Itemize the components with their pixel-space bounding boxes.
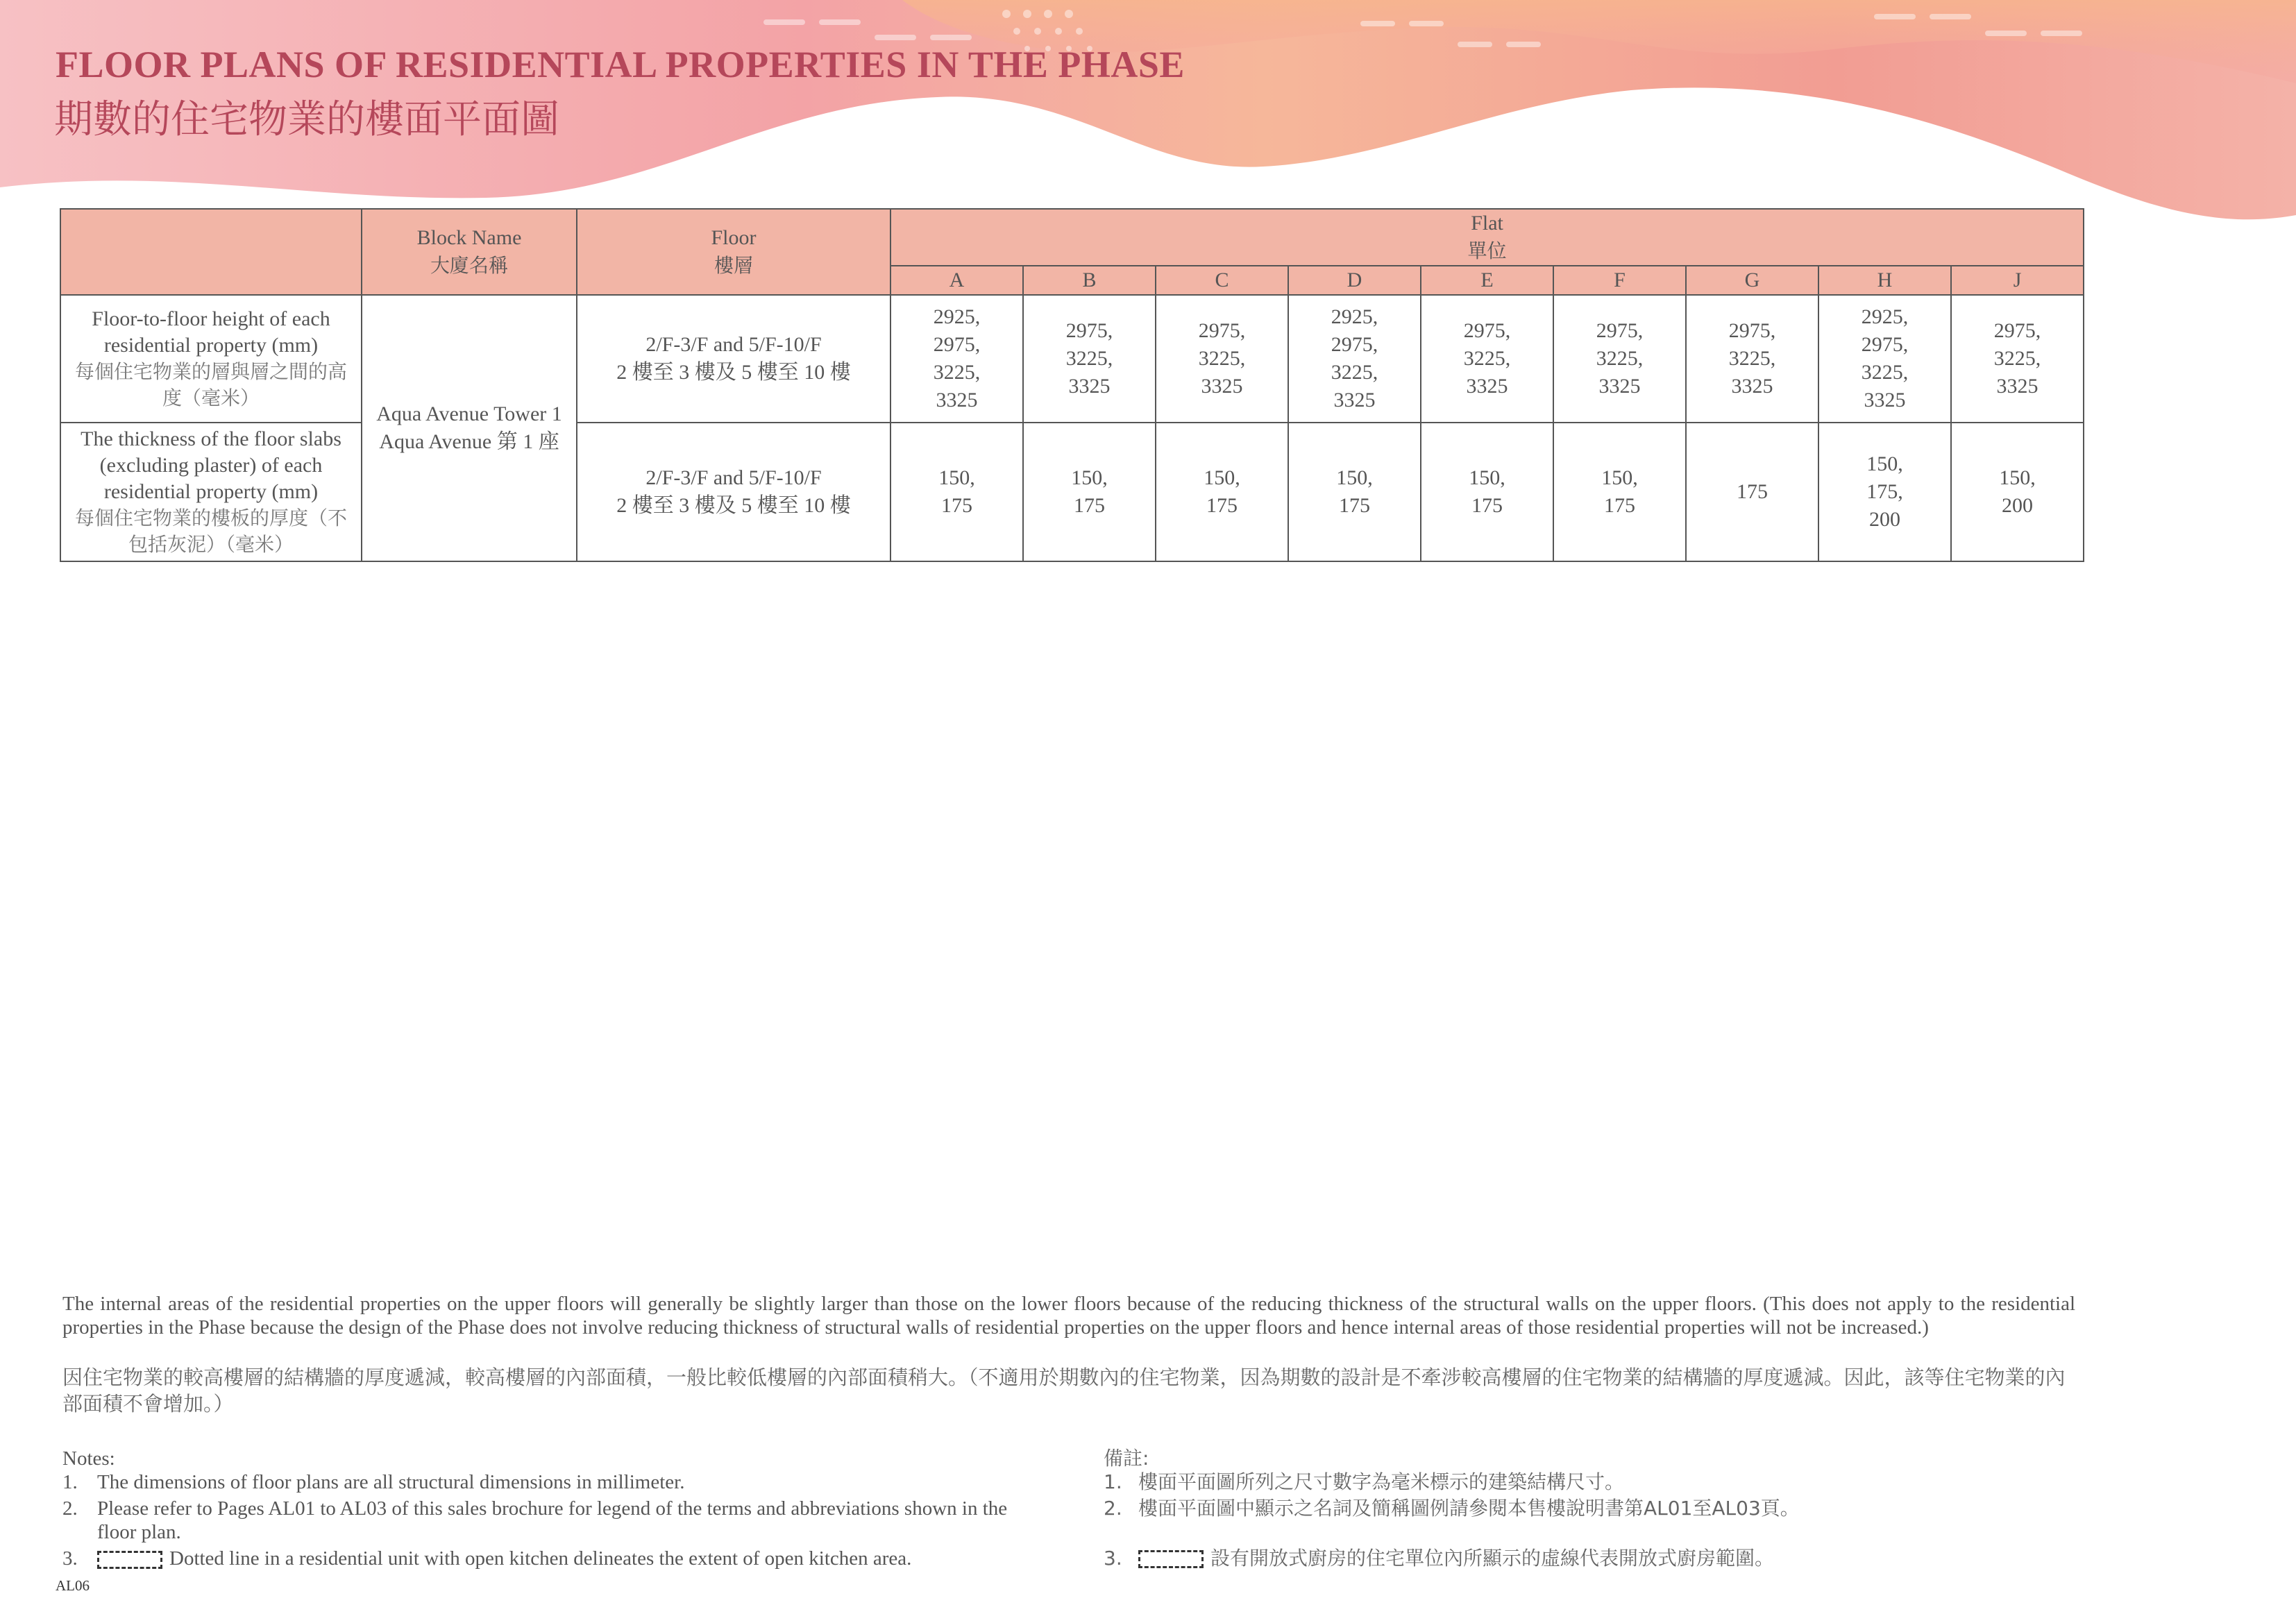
- value-cell: [1553, 295, 1686, 423]
- value-line: 2975,: [1728, 319, 1776, 342]
- value-line: 2925,: [1861, 305, 1909, 328]
- dotted-line-legend-icon: [97, 1551, 162, 1569]
- row-label-zh: 每個住宅物業的層與層之間的高度（毫米）: [74, 360, 347, 409]
- note-number: 2.: [1104, 1497, 1122, 1520]
- header-flat: [890, 209, 2084, 266]
- value-line: 2975,: [1198, 319, 1246, 342]
- block-name-zh: Aqua Avenue 第 1 座: [379, 430, 559, 453]
- notes-zh: [1104, 1447, 2089, 1570]
- note-number: 3.: [1104, 1547, 1122, 1570]
- value-cell: [1288, 423, 1421, 561]
- value-cell: [1553, 423, 1686, 561]
- header-floor-en: Floor: [711, 226, 757, 249]
- note-item: [1104, 1470, 2089, 1494]
- flat-col-header: A: [890, 266, 1023, 295]
- value-line: 3325: [1731, 375, 1773, 398]
- row-label-zh: 每個住宅物業的樓板的厚度（不包括灰泥）（毫米）: [74, 507, 347, 556]
- value-line: 3325: [936, 389, 978, 411]
- value-line: 2925,: [933, 305, 981, 328]
- value-line: 175: [1737, 480, 1768, 503]
- value-line: 3225,: [1728, 347, 1776, 370]
- value-line: 175: [1604, 494, 1635, 517]
- value-line: 150,: [1601, 466, 1638, 489]
- value-line: 2925,: [1331, 305, 1378, 328]
- value-line: 175,: [1866, 480, 1903, 503]
- value-line: 175: [1074, 494, 1105, 517]
- value-line: 3325: [1466, 375, 1508, 398]
- value-line: 150,: [1999, 466, 2036, 489]
- note-item: [62, 1470, 1048, 1494]
- value-cell: [1951, 423, 2084, 561]
- value-line: 150,: [1336, 466, 1373, 489]
- value-cell: [1818, 295, 1951, 423]
- value-cell: [1023, 295, 1156, 423]
- flat-col-header: F: [1553, 266, 1686, 295]
- value-line: 3325: [1068, 375, 1111, 398]
- note-item: [62, 1547, 1048, 1570]
- note-text: 設有開放式廚房的住宅單位內所顯示的虛線代表開放式廚房範圍。: [1210, 1547, 1775, 1570]
- value-line: 3325: [1996, 375, 2038, 398]
- value-line: 175: [1206, 494, 1238, 517]
- value-line: 3325: [1864, 389, 1906, 411]
- value-line: 2975,: [1065, 319, 1113, 342]
- flat-col-header: H: [1818, 266, 1951, 295]
- note-text: The dimensions of floor plans are all structural dimensions in millimeter.: [97, 1471, 685, 1493]
- value-cell: [1023, 423, 1156, 561]
- value-line: 3225,: [1331, 361, 1378, 384]
- notes-heading-zh: 備註:: [1104, 1447, 1149, 1470]
- value-cell: [890, 295, 1023, 423]
- flat-col-header: G: [1686, 266, 1818, 295]
- value-line: 2975,: [1596, 319, 1644, 342]
- flat-col-header: D: [1288, 266, 1421, 295]
- value-line: 150,: [1469, 466, 1505, 489]
- note-number: 1.: [62, 1471, 78, 1493]
- row-label-height: [60, 295, 362, 423]
- value-line: 175: [1339, 494, 1370, 517]
- floor-zh: 2 樓至 3 樓及 5 樓至 10 樓: [616, 361, 851, 384]
- value-cell: [1156, 295, 1288, 423]
- note-text: 樓面平面圖所列之尺寸數字為毫米標示的建築結構尺寸。: [1138, 1470, 1625, 1493]
- value-line: 3225,: [1993, 347, 2041, 370]
- header-floor: [577, 209, 890, 295]
- value-line: 3325: [1333, 389, 1376, 411]
- internal-area-note-zh: 因住宅物業的較高樓層的結構牆的厚度遞減，較高樓層的內部面積，一般比較低樓層的內部面積稍大。（不適用於期數內的住宅物業，因為期數的設計是不牽涉較高樓層的住宅物業的結構牆的厚度遞減。因此，該等住宅物業的內部面積不會增加。）: [62, 1366, 2066, 1416]
- value-line: 3325: [1598, 375, 1641, 398]
- value-line: 2975,: [1993, 319, 2041, 342]
- value-cell: [1156, 423, 1288, 561]
- internal-area-note-en: The internal areas of the residential properties on the upper floors will generally be slightly larger than those on the lower floors because of the reducing thickness of the structural walls on the upper floors. (This does not apply to the residential properties in the Phase because the design of the Phase does not involve reducing thickness of structural walls of residential properties on the upper floors and hence internal areas of those residential properties will not be increased.): [62, 1293, 2075, 1339]
- note-text: Please refer to Pages AL01 to AL03 of this sales brochure for legend of the terms and abbreviations shown in the floor plan.: [97, 1497, 1008, 1543]
- floor-cell: [577, 423, 890, 561]
- value-line: 175: [1471, 494, 1503, 517]
- value-cell: [1686, 295, 1818, 423]
- flat-col-header: B: [1023, 266, 1156, 295]
- page-title-en: FLOOR PLANS OF RESIDENTIAL PROPERTIES IN THE PHASE: [56, 44, 1185, 85]
- value-line: 3225,: [1596, 347, 1644, 370]
- header-floor-zh: 樓層: [714, 254, 753, 277]
- value-line: 2975,: [933, 333, 981, 356]
- row-label-en: The thickness of the floor slabs (excluding plaster) of each residential property (mm): [81, 427, 341, 503]
- flat-col-header: J: [1951, 266, 2084, 295]
- note-number: 1.: [1104, 1470, 1122, 1493]
- block-name-cell: [362, 295, 577, 561]
- value-cell: [1686, 423, 1818, 561]
- block-name-en: Aqua Avenue Tower 1: [376, 402, 562, 425]
- note-item: [1104, 1497, 2089, 1520]
- page-number: AL06: [56, 1577, 90, 1594]
- value-cell: [1421, 295, 1553, 423]
- note-number: 3.: [62, 1547, 78, 1570]
- value-line: 150,: [1071, 466, 1108, 489]
- value-line: 200: [1869, 508, 1900, 531]
- value-cell: [1421, 423, 1553, 561]
- value-cell: [1288, 295, 1421, 423]
- header-blank: [60, 209, 362, 295]
- value-cell: [890, 423, 1023, 561]
- value-line: 3225,: [1463, 347, 1511, 370]
- floor-height-table: [60, 208, 2084, 562]
- value-line: 2975,: [1331, 333, 1378, 356]
- value-line: 3225,: [1065, 347, 1113, 370]
- row-label-en: Floor-to-floor height of each residential property (mm): [92, 307, 330, 357]
- value-line: 2975,: [1861, 333, 1909, 356]
- floor-cell: [577, 295, 890, 423]
- value-line: 150,: [1204, 466, 1240, 489]
- flat-col-header: C: [1156, 266, 1288, 295]
- floor-en: 2/F-3/F and 5/F-10/F: [645, 466, 822, 489]
- value-line: 150,: [1866, 452, 1903, 475]
- floor-zh: 2 樓至 3 樓及 5 樓至 10 樓: [616, 494, 851, 517]
- page-title-zh: 期數的住宅物業的樓面平面圖: [54, 97, 559, 142]
- notes-en: [62, 1447, 1048, 1570]
- note-item: [1104, 1547, 2089, 1570]
- dotted-line-legend-icon: [1138, 1550, 1204, 1568]
- value-cell: [1951, 295, 2084, 423]
- value-line: 150,: [938, 466, 975, 489]
- value-line: 3225,: [933, 361, 981, 384]
- note-number: 2.: [62, 1497, 78, 1520]
- floor-en: 2/F-3/F and 5/F-10/F: [645, 333, 822, 356]
- notes-heading-en: Notes:: [62, 1447, 115, 1470]
- value-cell: [1818, 423, 1951, 561]
- header-flat-zh: 單位: [1467, 239, 1507, 262]
- note-item: [62, 1497, 1048, 1544]
- value-line: 200: [2002, 494, 2034, 517]
- header-block-name-en: Block Name: [416, 226, 522, 249]
- row-label-thickness: [60, 423, 362, 561]
- value-line: 2975,: [1463, 319, 1511, 342]
- value-line: 3325: [1201, 375, 1243, 398]
- header-block-name: [362, 209, 577, 295]
- header-block-name-zh: 大廈名稱: [430, 254, 508, 277]
- note-text: Dotted line in a residential unit with open kitchen delineates the extent of open kitchen area.: [169, 1547, 912, 1570]
- value-line: 3225,: [1198, 347, 1246, 370]
- note-text: 樓面平面圖中顯示之名詞及簡稱圖例請參閱本售樓說明書第AL01至AL03頁。: [1138, 1497, 1800, 1520]
- value-line: 175: [941, 494, 972, 517]
- table-row: [60, 295, 2084, 423]
- flat-col-header: E: [1421, 266, 1553, 295]
- header-flat-en: Flat: [1471, 212, 1503, 235]
- value-line: 3225,: [1861, 361, 1909, 384]
